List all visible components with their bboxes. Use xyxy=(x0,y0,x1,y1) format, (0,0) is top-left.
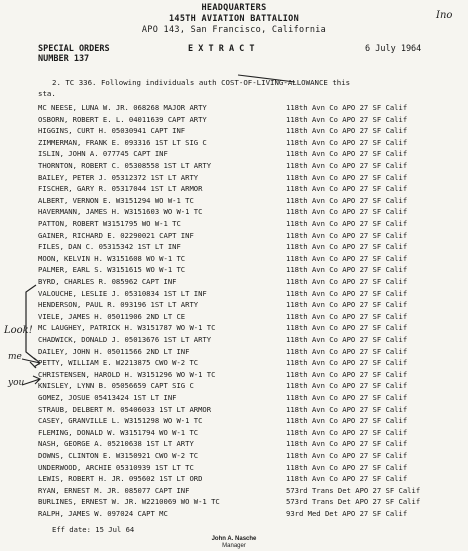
entry-name: VIELE, JAMES H. 05011906 2ND LT CE xyxy=(38,311,186,321)
order-date: 6 July 1964 xyxy=(365,44,422,54)
entry-unit: 118th Avn Co APO 27 SF Calif xyxy=(286,369,408,379)
entry-unit: 118th Avn Co APO 27 SF Calif xyxy=(286,114,408,124)
entry-unit: 118th Avn Co APO 27 SF Calif xyxy=(286,230,408,240)
entry-name: BURLINES, ERNEST W. JR. W2210069 WO W-1 TC xyxy=(38,497,220,507)
entry-unit: 118th Avn Co APO 27 SF Calif xyxy=(286,277,408,286)
paragraph-text-line1: 2. TC 336. Following individuals auth COST-OF-LIVING-ALLOWANCE this xyxy=(52,78,351,87)
entry-unit: 118th Avn Co APO 27 SF Calif xyxy=(286,300,408,310)
entry-name: ZIMMERMAN, FRANK E. 093316 1ST LT SIG C xyxy=(38,137,207,147)
entry-name: HENDERSON, PAUL R. 093196 1ST LT ARTY xyxy=(38,300,199,310)
entry-name: FISCHER, GARY R. 05317044 1ST LT ARMOR xyxy=(38,184,203,194)
entry-unit: 118th Avn Co APO 27 SF Calif xyxy=(286,195,408,205)
entry-name: CHRISTENSEN, HAROLD H. W3151296 WO W-1 TC xyxy=(38,369,216,379)
entry-name: HIGGINS, CURT H. 05030941 CAPT INF xyxy=(38,126,186,136)
entry-unit: 118th Avn Co APO 27 SF Calif xyxy=(286,161,408,170)
entry-unit: 118th Avn Co APO 27 SF Calif xyxy=(286,416,408,426)
entry-name: DOWNS, CLINTON E. W3150921 CWO W-2 TC xyxy=(38,451,199,460)
entry-unit: 573rd Trans Det APO 27 SF Calif xyxy=(286,485,421,495)
entry-name: BYRD, CHARLES R. 085962 CAPT INF xyxy=(38,277,177,286)
entry-name: CHADWICK, DONALD J. 05013676 1ST LT ARTY xyxy=(38,335,212,344)
entry-unit: 118th Avn Co APO 27 SF Calif xyxy=(286,335,408,344)
entry-name: PETTY, WILLIAM E. W2213875 CWO W-2 TC xyxy=(38,358,199,368)
entry-name: KNISLEY, LYNN B. 05056659 CAPT SIG C xyxy=(38,381,194,391)
entry-name: PALMER, EARL S. W3151615 WO W-1 TC xyxy=(38,265,186,275)
signature-title: Manager xyxy=(222,543,246,549)
entry-unit: 573rd Trans Det APO 27 SF Calif xyxy=(286,497,421,507)
entry-unit: 118th Avn Co APO 27 SF Calif xyxy=(286,265,408,275)
entry-name: FILES, DAN C. 05315342 1ST LT INF xyxy=(38,242,181,252)
entry-unit: 118th Avn Co APO 27 SF Calif xyxy=(286,393,408,402)
signature-name: John A. Nasche xyxy=(211,536,257,542)
paragraph-text-line2: sta. xyxy=(38,89,56,98)
entry-unit: 118th Avn Co APO 27 SF Calif xyxy=(286,219,408,228)
entry-unit: 118th Avn Co APO 27 SF Calif xyxy=(286,427,408,437)
entry-name: LEWIS, ROBERT H. JR. 095602 1ST LT ORD xyxy=(38,474,203,484)
entry-name: ALBERT, VERNON E. W3151294 WO W-1 TC xyxy=(38,195,194,205)
entry-unit: 118th Avn Co APO 27 SF Calif xyxy=(286,137,408,147)
entry-unit: 118th Avn Co APO 27 SF Calif xyxy=(286,462,408,472)
margin-bracket-tick xyxy=(30,362,36,368)
entry-unit: 118th Avn Co APO 27 SF Calif xyxy=(286,358,408,368)
order-number: NUMBER 137 xyxy=(38,54,90,64)
entry-unit: 118th Avn Co APO 27 SF Calif xyxy=(286,474,408,484)
entry-unit: 118th Avn Co APO 27 SF Calif xyxy=(286,451,408,460)
entry-unit: 118th Avn Co APO 27 SF Calif xyxy=(286,149,408,159)
entry-unit: 118th Avn Co APO 27 SF Calif xyxy=(286,381,408,391)
entry-name: RYAN, ERNEST M. JR. 085077 CAPT INF xyxy=(38,485,190,495)
entry-unit: 118th Avn Co APO 27 SF Calif xyxy=(286,311,408,321)
entry-name: VALOUCHE, LESLIE J. 05310834 1ST LT INF xyxy=(38,288,207,298)
handwritten-me: me xyxy=(8,352,22,362)
extract-title: E X T R A C T xyxy=(188,44,255,54)
entry-unit: 118th Avn Co APO 27 SF Calif xyxy=(286,346,408,356)
entry-unit: 118th Avn Co APO 27 SF Calif xyxy=(286,439,408,449)
arrow-you xyxy=(22,376,40,385)
corner-handwritten-note: Ino xyxy=(436,10,453,21)
entry-name: ISLIN, JOHN A. 077745 CAPT INF xyxy=(38,149,168,159)
header-battalion: 145TH AVIATION BATTALION xyxy=(168,14,300,24)
entry-unit: 118th Avn Co APO 27 SF Calif xyxy=(286,404,408,414)
entry-unit: 118th Avn Co APO 27 SF Calif xyxy=(286,323,408,333)
entry-name: PATTON, ROBERT W3151795 WO W-1 TC xyxy=(38,219,181,228)
entry-name: FLEMING, DONALD W. W3151794 WO W-1 TC xyxy=(38,427,199,437)
header-headquarters: HEADQUARTERS xyxy=(201,3,267,13)
effective-date: Eff date: 15 Jul 64 xyxy=(52,525,135,534)
handwritten-look: Look! xyxy=(4,325,33,336)
entry-name: MC LAUGHEY, PATRICK H. W3151787 WO W-1 TC xyxy=(38,323,216,333)
entry-unit: 118th Avn Co APO 27 SF Calif xyxy=(286,207,408,217)
entry-unit: 118th Avn Co APO 27 SF Calif xyxy=(286,172,408,182)
handwritten-you: you xyxy=(8,378,25,388)
entry-name: CASEY, GRANVILLE L. W3151298 WO W-1 TC xyxy=(38,416,203,426)
entry-unit: 118th Avn Co APO 27 SF Calif xyxy=(286,242,408,252)
entry-name: HAVERMANN, JAMES H. W3151603 WO W-1 TC xyxy=(38,207,203,217)
header-apo: APO 143, San Francisco, California xyxy=(141,25,327,35)
entry-name: OSBORN, ROBERT E. L. 04011639 CAPT ARTY xyxy=(38,114,207,124)
special-orders-label: SPECIAL ORDERS xyxy=(38,44,110,54)
margin-bracket xyxy=(26,285,36,360)
entry-name: STRAUB, DELBERT M. 05406033 1ST LT ARMOR xyxy=(38,404,212,414)
entry-unit: 118th Avn Co APO 27 SF Calif xyxy=(286,184,408,194)
entry-name: RALPH, JAMES W. 097024 CAPT MC xyxy=(38,509,168,518)
entry-name: MOON, KELVIN H. W3151608 WO W-1 TC xyxy=(38,253,186,263)
entry-name: THORNTON, ROBERT C. 05308558 1ST LT ARTY xyxy=(38,161,212,170)
entry-name: NASH, GEORGE A. 05210638 1ST LT ARTY xyxy=(38,439,194,449)
entry-name: GAINER, RICHARD E. 02290021 CAPT INF xyxy=(38,230,194,240)
entry-unit: 118th Avn Co APO 27 SF Calif xyxy=(286,103,408,112)
paragraph-underline xyxy=(238,75,295,82)
entry-name: UNDERWOOD, ARCHIE 05310939 1ST LT TC xyxy=(38,462,194,472)
entry-unit: 93rd Med Det APO 27 SF Calif xyxy=(286,509,408,518)
entry-unit: 118th Avn Co APO 27 SF Calif xyxy=(286,126,408,136)
entry-name: BAILEY, PETER J. 05312372 1ST LT ARTY xyxy=(38,172,199,182)
entry-name: MC NEESE, LUNA W. JR. 068268 MAJOR ARTY xyxy=(38,103,207,112)
entry-name: DAILEY, JOHN H. 05011566 2ND LT INF xyxy=(38,346,190,356)
entry-name: GOMEZ, JOSUE 05413424 1ST LT INF xyxy=(38,393,177,402)
entry-unit: 118th Avn Co APO 27 SF Calif xyxy=(286,253,408,263)
entry-unit: 118th Avn Co APO 27 SF Calif xyxy=(286,288,408,298)
